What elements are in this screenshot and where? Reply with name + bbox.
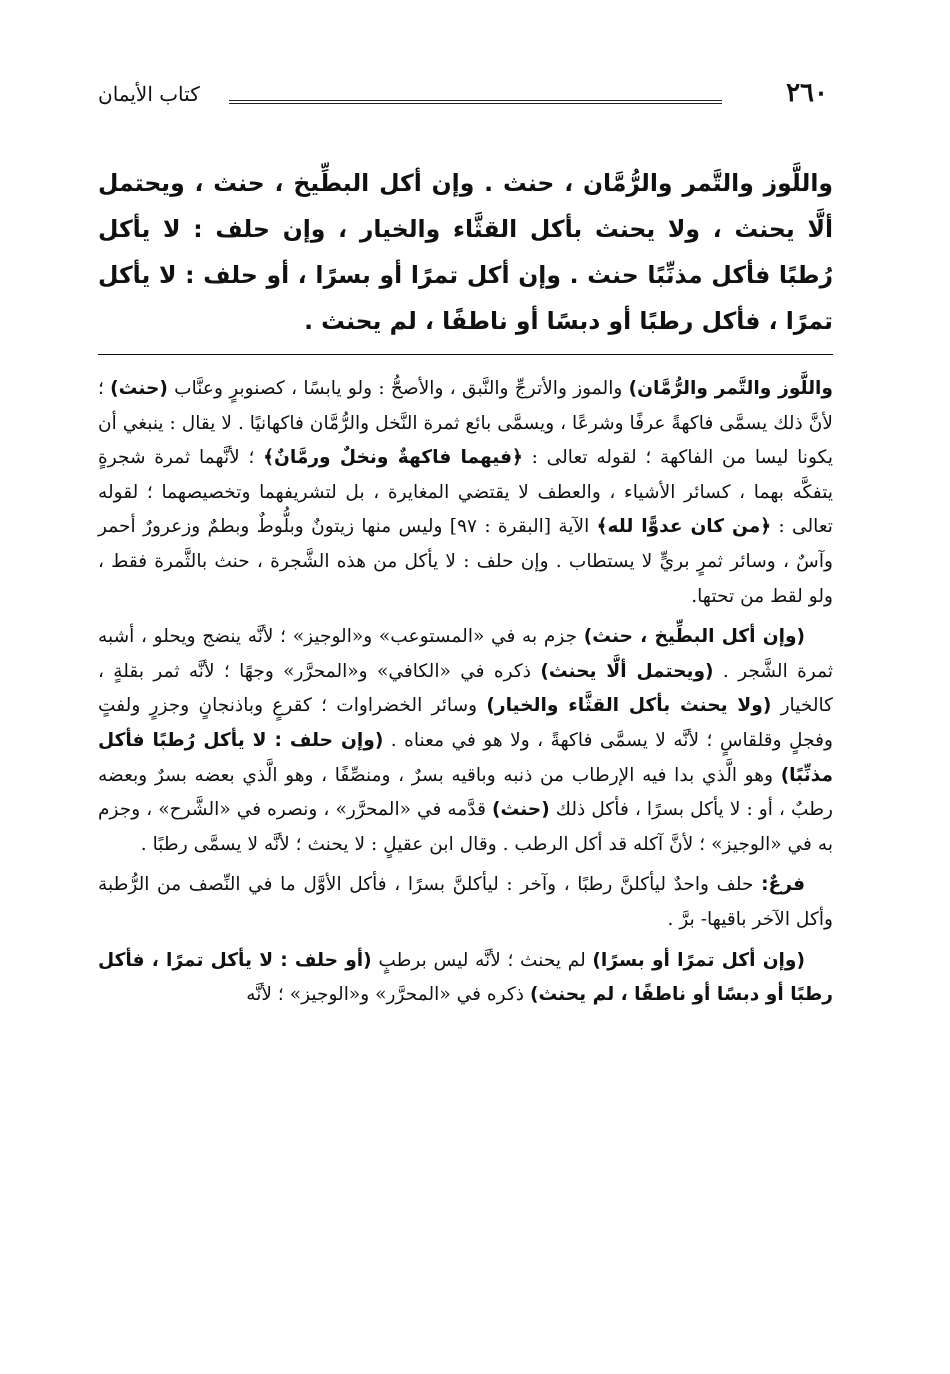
commentary-paragraph-4	[98, 944, 833, 1013]
page-header	[98, 78, 828, 114]
matn-text: واللَّوز والتَّمر والرُّمَّان ، حنث . وإن أكل البطِّيخ ، حنث ، ويحتمل ألَّا يحنث ، ولا يحنث بأكل القثَّاء والخيار ، وإن حلف : لا يأكل رُطبًا فأكل مذنِّبًا حنث . وإن أكل تمرًا أو بسرًا ، أو حلف : لا يأكل تمرًا ، فأكل رطبًا أو دبسًا أو ناطفًا ، لم يحنث .	[98, 169, 833, 335]
commentary-paragraph-2	[98, 620, 833, 862]
quoted-matn: (حنث)	[110, 378, 168, 399]
commentary-text: وسائر الخضراوات ؛ كقرعٍ وباذنجانٍ وجزرٍ ولفتٍ وفجلٍ وقلقاسٍ ؛ لأنَّه لا يسمَّى فاكهةً ، ولا هو في معناه .	[98, 695, 833, 751]
running-title: كتاب الأيمان	[98, 82, 200, 106]
commentary-text: ذكره في «المحرَّر» و«الوجيز» ؛ لأنَّه	[246, 984, 530, 1006]
commentary-text: ؛ لأنَّهما ثمرة شجرةٍ يتفكَّه بهما ، كسائر الأشياء ، والعطف لا يقتضي المغايرة ، بل لتشريفهما وتخصيصهما ؛ لقوله تعالى :	[98, 447, 833, 538]
commentary-text: قدَّمه في «المحرَّر» ، ونصره في «الشَّرح» ، وجزم به في «الوجيز» ؛ لأنَّ آكله قد أكل الرطب . وقال ابن عقيلٍ : لا يحنث ؛ لأنَّه لا يسمَّى رطبًا .	[98, 799, 833, 855]
branch-label: فرعٌ:	[761, 874, 805, 896]
commentary-paragraph-1	[98, 372, 833, 614]
quran-verse: ﴿من كان عدوًّا لله﴾	[596, 516, 772, 538]
commentary-text: ذكره في «الكافي» و«المحرَّر» وجهًا ؛ لأنَّه ثمر بقلةٍ ، كالخيار	[98, 660, 834, 717]
commentary	[98, 372, 833, 1013]
quoted-matn: (ولا يحنث بأكل القثَّاء والخيار)	[486, 695, 772, 717]
quoted-matn: (أو حلف : لا يأكل تمرًا ، فأكل رطبًا أو دبسًا أو ناطفًا ، لم يحنث)	[98, 949, 833, 1006]
page-number: ٢٦٠	[786, 78, 828, 108]
commentary-text: وهو الَّذي بدا فيه الإرطاب من ذنبه وباقيه بسرٌ ، ومنصِّفًا ، وهو الَّذي بعضه بسرٌ وبعضه رطبٌ ، أو : لا يأكل بسرًا ، فأكل ذلك	[98, 764, 833, 821]
commentary-text: الآية [البقرة : ٩٧] وليس منها زيتونٌ وبلُّوطٌ وبطمٌ وزعرورٌ أحمر وآسٌ ، وسائر ثمرٍ بريٍّ لا يستطاب . وإن حلف : لا يأكل من هذه الشَّجرة ، حنث بالثَّمرة فقط ، ولو لقط من تحتها.	[98, 516, 833, 607]
quoted-matn: (وإن حلف : لا يأكل رُطبًا فأكل مذنِّبًا)	[98, 729, 833, 786]
commentary-text: لم يحنث ؛ لأنَّه ليس برطبٍ	[371, 949, 593, 971]
matn-divider	[98, 354, 833, 355]
quoted-matn: (حنث)	[492, 799, 550, 821]
quoted-matn: (وإن أكل تمرًا أو بسرًا)	[592, 949, 805, 971]
commentary-text: والموز والأترجِّ والنَّبق ، والأصحُّ : ولو يابسًا ، كصنوبرٍ وعنَّاب	[167, 378, 629, 399]
quoted-matn: واللَّوز والتَّمر والرُّمَّان)	[628, 378, 833, 399]
commentary-paragraph-3	[98, 868, 833, 937]
quran-verse: ﴿فيهما فاكهةٌ ونخلٌ ورمَّانٌ﴾	[263, 447, 523, 469]
commentary-text: جزم به في «المستوعب» و«الوجيز» ؛ لأنَّه ينضج ويحلو ، أشبه ثمرة الشَّجر .	[98, 626, 833, 682]
commentary-text: حلف واحدٌ ليأكلنَّ رطبًا ، وآخر : ليأكلنَّ بسرًا ، فأكل الأوَّل ما في النِّصف من الرُّطبة وأكل الآخر باقيها- برَّ .	[98, 874, 833, 930]
quoted-matn: (وإن أكل البطِّيخ ، حنث)	[583, 626, 805, 648]
header-rule	[229, 100, 722, 104]
commentary-text: ؛ لأنَّ ذلك يسمَّى فاكهةً عرفًا وشرعًا ، ويسمَّى بائع ثمرة النَّخل والرُّمَّان فاكهانيًا . لا يقال : ينبغي أن يكونا ليسا من الفاكهة ؛ لقوله تعالى :	[98, 378, 833, 469]
quoted-matn: (ويحتمل ألَّا يحنث)	[540, 660, 714, 682]
